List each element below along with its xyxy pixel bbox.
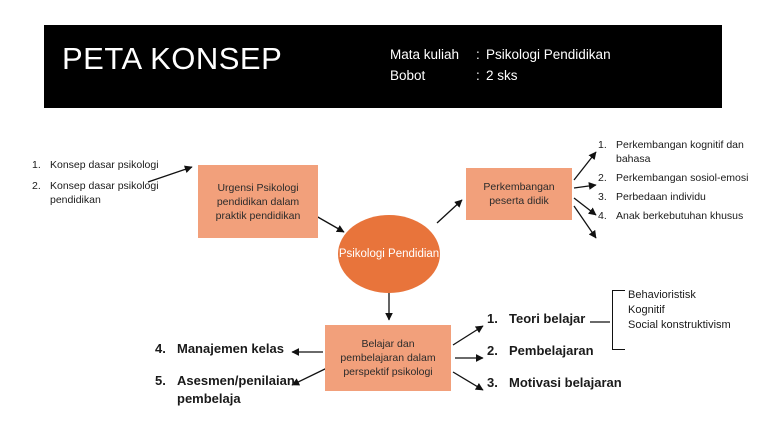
- list-konsep-dasar: [32, 158, 164, 214]
- list-item-label: Teori belajar: [509, 311, 586, 326]
- list-item: [598, 138, 758, 166]
- list-item: [155, 372, 320, 408]
- node-center-psikologi-pendidikan[interactable]: Psikologi Pendidian: [338, 215, 440, 293]
- list-item: [487, 374, 667, 392]
- list-item: [598, 171, 758, 185]
- list-item-number: 3.: [598, 191, 607, 203]
- list-item-label: Perkembangan sosiol-emosi: [616, 172, 749, 184]
- list-item-number: 1.: [598, 139, 607, 151]
- list-item-number: 5.: [155, 373, 166, 388]
- list-item-label: Perbedaan individu: [616, 191, 706, 203]
- list-item-number: 1.: [32, 159, 41, 171]
- list-item-label: Perkembangan kognitif dan bahasa: [616, 139, 744, 165]
- list-item: [32, 158, 164, 172]
- list-item-number: 2.: [32, 180, 41, 192]
- list-item-number: 2.: [598, 172, 607, 184]
- node-belajar-dan-pembelajaran[interactable]: Belajar dan pembelajaran dalam perspektif psikologi: [325, 325, 451, 391]
- list-item: [32, 179, 164, 207]
- course-sep-1: :: [476, 68, 480, 83]
- page-title: PETA KONSEP: [62, 41, 283, 76]
- list-item-label: Motivasi belajaran: [509, 375, 622, 390]
- list-item-label: Asesmen/penilaian pembelaja: [177, 373, 295, 406]
- course-label-1: Bobot: [390, 68, 426, 83]
- list-item-number: 2.: [487, 343, 498, 358]
- list-item-number: 3.: [487, 375, 498, 390]
- course-label-0: Mata kuliah: [390, 47, 460, 62]
- list-item-number: 4.: [598, 210, 607, 222]
- list-item: [487, 342, 667, 360]
- list-item-label: Anak berkebutuhan khusus: [616, 210, 744, 222]
- list-item: [598, 190, 758, 204]
- sub-list-item: Kognitif: [628, 304, 665, 316]
- list-teori-belajar-sub: [628, 288, 748, 333]
- sub-list-item: Social konstruktivism: [628, 319, 731, 331]
- sub-list-item: Behavioristisk: [628, 289, 696, 301]
- list-manajemen-asesmen: [155, 340, 320, 422]
- brace-teori-belajar: [612, 290, 625, 350]
- list-item-label: Manajemen kelas: [177, 341, 284, 356]
- list-item-label: Konsep dasar psikologi pendidikan: [50, 180, 159, 206]
- list-perkembangan-detail: [598, 138, 758, 228]
- list-item-number: 1.: [487, 311, 498, 326]
- list-item: [598, 209, 758, 223]
- list-item-label: Pembelajaran: [509, 343, 594, 358]
- list-item: [155, 340, 320, 358]
- course-value-0: Psikologi Pendidikan: [486, 47, 611, 62]
- node-urgensi-psikologi-pendidikan[interactable]: Urgensi Psikologi pendidikan dalam praktik pendidikan: [198, 165, 318, 238]
- node-perkembangan-peserta-didik[interactable]: Perkembangan peserta didik: [466, 168, 572, 220]
- list-item-number: 4.: [155, 341, 166, 356]
- list-item-label: Konsep dasar psikologi: [50, 159, 159, 171]
- course-sep-0: :: [476, 47, 480, 62]
- course-value-1: 2 sks: [486, 68, 518, 83]
